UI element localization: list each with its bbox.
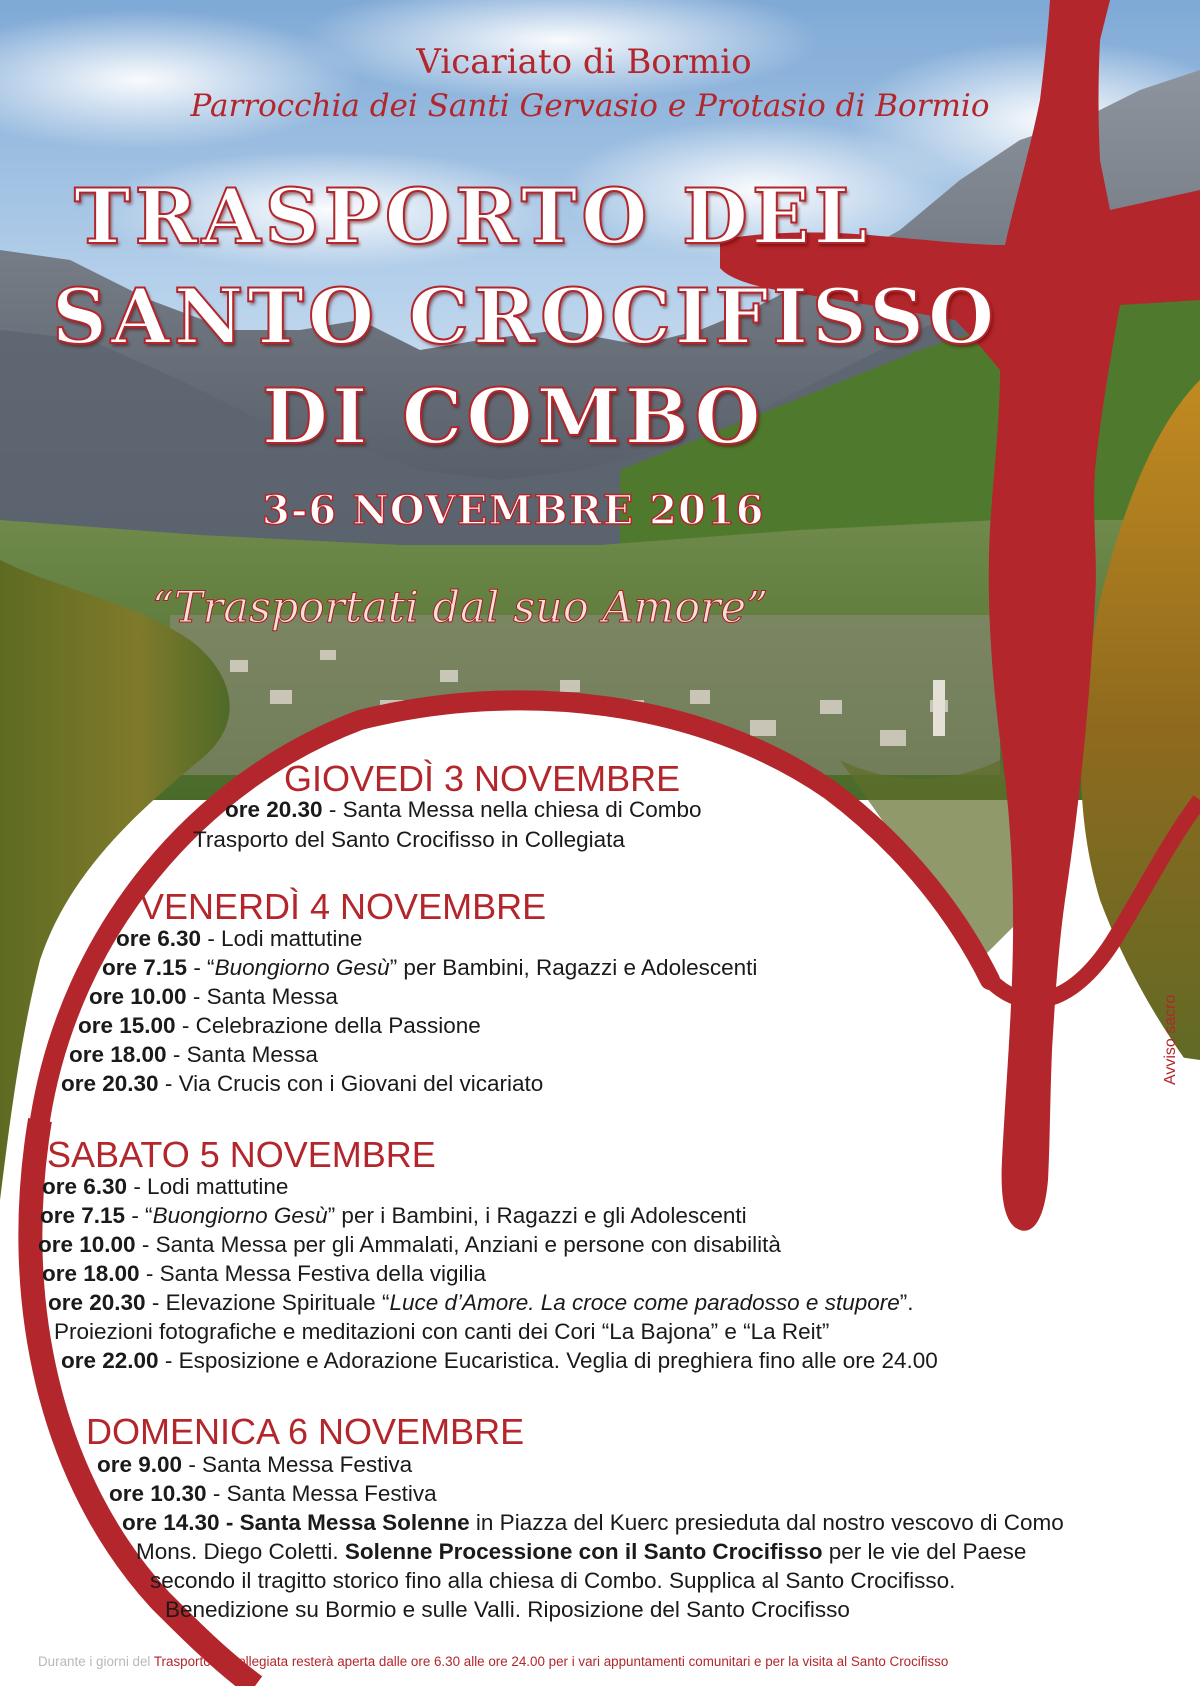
schedule-text: - “	[125, 1203, 153, 1228]
schedule-text: - Santa Messa	[186, 984, 338, 1009]
schedule-text: ” per i Bambini, i Ragazzi e gli Adolescenti	[327, 1203, 747, 1228]
schedule-line	[69, 1042, 318, 1068]
schedule-time: ore 20.30	[48, 1290, 146, 1315]
schedule-text: ” per Bambini, Ragazzi e Adolescenti	[389, 955, 758, 980]
schedule-text: Benedizione su Bormio e sulle Valli. Riposizione del Santo Crocifisso	[165, 1597, 850, 1622]
day-heading-sabato: SABATO 5 NOVEMBRE	[47, 1134, 436, 1175]
schedule-line	[225, 797, 702, 823]
schedule-text: - Lodi mattutine	[127, 1174, 289, 1199]
schedule-time: ore 10.30	[109, 1481, 207, 1506]
schedule-text: - “	[187, 955, 215, 980]
schedule-text: ”.	[899, 1290, 914, 1315]
schedule-time: ore 20.30	[225, 797, 323, 822]
schedule-text: - Lodi mattutine	[201, 926, 363, 951]
schedule-line	[136, 1539, 1026, 1565]
avviso-sacro-note: Avviso sacro	[1162, 994, 1179, 1085]
schedule-line	[122, 1510, 1064, 1536]
schedule-text: secondo il tragitto storico fino alla chiesa di Combo. Supplica al Santo Crocifisso.	[150, 1568, 956, 1593]
schedule-text: Trasporto del Santo Crocifisso in Collegiata	[193, 827, 625, 852]
day-heading-venerdi: VENERDÌ 4 NOVEMBRE	[140, 886, 547, 927]
schedule-time: ore 18.00	[42, 1261, 140, 1286]
schedule-time: ore 7.15	[102, 955, 188, 980]
parish-subheading: Parrocchia dei Santi Gervasio e Protasio di Bormio	[190, 88, 990, 124]
schedule-text-italic: Buongiorno Gesù	[152, 1203, 328, 1228]
schedule-text: - Santa Messa Festiva della vigilia	[139, 1261, 486, 1286]
day-heading-domenica: DOMENICA 6 NOVEMBRE	[86, 1411, 525, 1452]
schedule-time: ore 6.30	[116, 926, 202, 951]
schedule-time: ore 6.30	[42, 1174, 128, 1199]
schedule-time: ore 22.00	[61, 1348, 159, 1373]
schedule-line	[42, 1174, 288, 1200]
title-line-1: TRASPORTO DEL	[74, 172, 872, 261]
footer-note	[38, 1654, 948, 1669]
schedule-line	[38, 1232, 781, 1258]
schedule-line	[116, 926, 362, 952]
schedule-line	[40, 1203, 747, 1229]
schedule-text: Proiezioni fotografiche e meditazioni con canti dei Cori “La Bajona” e “La Reit”	[54, 1319, 830, 1344]
schedule-line	[97, 1452, 412, 1478]
schedule-text: - Santa Messa per gli Ammalati, Anziani e persone con disabilità	[135, 1232, 781, 1257]
title-line-3: DI COMBO	[262, 372, 765, 461]
schedule-text: in Piazza del Kuerc presieduta dal nostro vescovo di Como	[469, 1510, 1064, 1535]
schedule-text-bold: Solenne Processione con il Santo Crocifisso	[344, 1539, 823, 1564]
schedule-text: - Santa Messa	[166, 1042, 318, 1067]
schedule-line	[61, 1071, 543, 1097]
schedule-text: - Santa Messa Festiva	[182, 1452, 413, 1477]
schedule-time: ore 9.00	[97, 1452, 183, 1477]
schedule-line	[48, 1290, 914, 1316]
schedule-time: ore 15.00	[78, 1013, 176, 1038]
schedule-text-italic: Luce d’Amore. La croce come paradosso e stupore	[389, 1290, 900, 1315]
event-motto: “Trasportati dal suo Amore”	[152, 583, 769, 633]
schedule-line	[61, 1348, 938, 1374]
schedule-line	[42, 1261, 486, 1287]
schedule-line	[109, 1481, 437, 1507]
schedule-text: - Elevazione Spirituale “	[145, 1290, 390, 1315]
schedule-time: ore 7.15	[40, 1203, 126, 1228]
schedule-time: ore 20.30	[61, 1071, 159, 1096]
schedule-time: ore 10.00	[89, 984, 187, 1009]
schedule-text-bold: - Santa Messa Solenne	[219, 1510, 470, 1535]
vicariato-heading: Vicariato di Bormio	[416, 42, 752, 82]
schedule-line	[102, 955, 757, 981]
footer-text-red: Trasporto la Collegiata resterà aperta dalle ore 6.30 alle ore 24.00 per i vari appuntamenti comunitari e per la visita al Santo Crocifisso	[153, 1654, 949, 1669]
footer-text-gray: Durante i giorni del	[38, 1654, 154, 1669]
schedule-text: - Via Crucis con i Giovani del vicariato	[158, 1071, 544, 1096]
day-heading-giovedi: GIOVEDÌ 3 NOVEMBRE	[284, 758, 681, 799]
schedule-line	[89, 984, 338, 1010]
schedule-line	[150, 1568, 955, 1594]
schedule-time: ore 10.00	[38, 1232, 136, 1257]
schedule-time: ore 14.30	[122, 1510, 220, 1535]
title-line-2: SANTO CROCIFISSO	[52, 272, 999, 361]
schedule-line	[165, 1597, 850, 1623]
event-dates: 3-6 NOVEMBRE 2016	[262, 487, 765, 534]
schedule-time: ore 18.00	[69, 1042, 167, 1067]
schedule-line	[54, 1319, 829, 1345]
schedule-text: - Esposizione e Adorazione Eucaristica. Veglia di preghiera fino alle ore 24.00	[158, 1348, 938, 1373]
schedule-text: - Santa Messa nella chiesa di Combo	[322, 797, 702, 822]
schedule-line	[78, 1013, 481, 1039]
schedule-text: - Celebrazione della Passione	[175, 1013, 481, 1038]
schedule-text-italic: Buongiorno Gesù	[214, 955, 390, 980]
schedule-text: per le vie del Paese	[822, 1539, 1027, 1564]
schedule-text: Mons. Diego Coletti.	[136, 1539, 345, 1564]
schedule-line	[193, 827, 625, 853]
schedule-text: - Santa Messa Festiva	[206, 1481, 437, 1506]
